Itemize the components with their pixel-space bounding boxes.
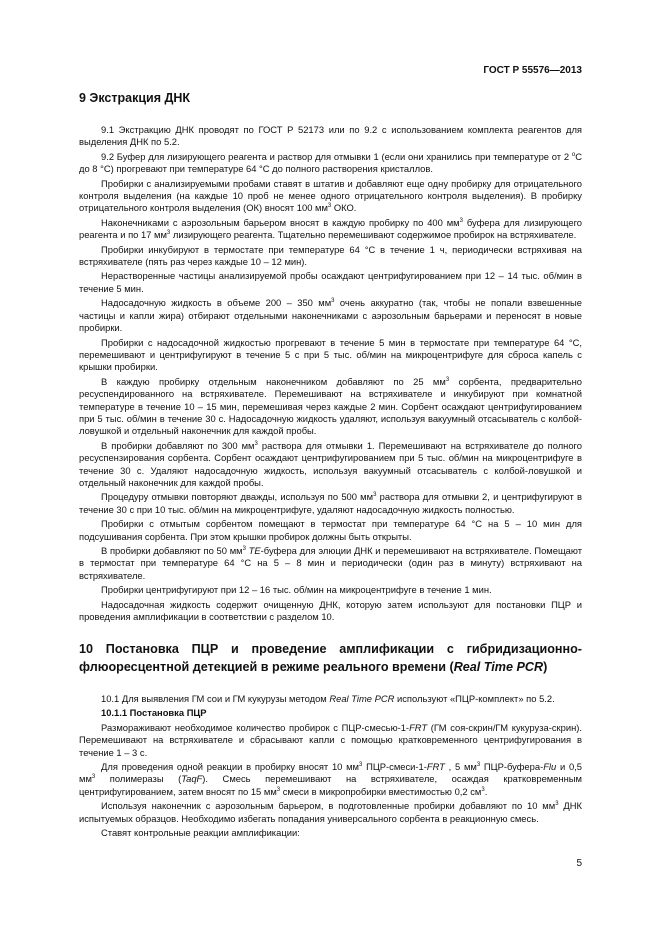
- paragraph: В пробирки добавляют по 50 $мм^3$ ТЕ-буфера для элюции ДНК и перемешивают на встряхивателе. Помещают в термостат при температуре 64 °С на 5 – 8 мин и периодически (один раз в минуту) встряхивают на встряхивателе.: [79, 545, 582, 581]
- paragraph: 9.2 Буфер для лизирующего реагента и раствор для отмывки 1 (если они хранились при температуре от 2 $^о$С до 8 °С) прогревают при температуре 64 °С до полного растворения кристаллов.: [79, 150, 582, 175]
- section-10-title: 10 Постановка ПЦР и проведение амплификации с гибридизационно-флюоресцентной детекцией в режиме реального времени (Real Time PCR): [79, 642, 582, 674]
- paragraph: Размораживают необходимое количество пробирок с ПЦР-смесью-1-FRT (ГМ соя-скрин/ГМ кукуруза-скрин). Перемешивают на встряхивателе и сбрасывают капли с помощью кратковременного центрифугирования в течение 1 – 3 с.: [79, 721, 582, 758]
- section-9: [79, 90, 582, 625]
- paragraph: В каждую пробирку отдельным наконечником добавляют по 25 $мм^3$ сорбента, предварительно ресуспендированного на встряхивателе. Перемешивают на встряхивателе и инкубируют при комнатной температуре в течение 10 – 15 мин, перемешивая через каждые 2 мин. Сорбент осаждают центрифугированием при 5 тыс. об/мин в течение 30 с. Надосадочную жидкость удаляют, используя вакуумный отсасыватель с колбой-ловушкой и отдельный наконечник для каждой пробы.: [79, 375, 582, 437]
- paragraph: 10.1 Для выявления ГМ сои и ГМ кукурузы методом Real Time PCR используют «ПЦР-комплект» по 5.2.: [101, 693, 555, 704]
- subsection-title: 10.1.1 Постановка ПЦР: [101, 707, 207, 719]
- paragraph: Ставят контрольные реакции амплификации:: [101, 827, 300, 839]
- paragraph: Пробирки с отмытым сорбентом помещают в термостат при температуре 64 °С на 5 – 10 мин для подсушивания сорбента. При этом крышки пробирок должны быть открыты.: [79, 518, 582, 542]
- page-number: 5: [576, 858, 582, 869]
- paragraph: Пробирки с надосадочной жидкостью прогревают в течение 5 мин в термостате при температуре 64 °С, перемешивают и центрифугируют в течение 5 с при 5 тыс. об/мин на микроцентрифуге для сброса капель с крышки пробирки.: [79, 336, 582, 373]
- paragraph: Пробирки инкубируют в термостате при температуре 64 °С в течение 1 ч, периодически встряхивая на встряхивателе (пять раз через каждые 10 – 12 мин).: [79, 243, 582, 268]
- paragraph: В пробирки добавляют по 300 $мм^3$ раствора для отмывки 1. Перемешивают на встряхивателе до полного ресуспензирования сорбента. Сорбент осаждают центрифугированием при 5 тыс. об/мин на микроцентрифуге в течение 30 с. Удаляют надосадочную жидкость, используя вакуумный отсасыватель с колбой-ловушкой и отдельный наконечник для каждой пробы.: [79, 439, 582, 488]
- paragraph: Процедуру отмывки повторяют дважды, используя по 500 $мм^3$ раствора для отмывки 2, и центрифугируют в течение 30 с при 10 тыс. об/мин на микроцентрифуге, удаляют надосадочную жидкость полностью.: [79, 491, 582, 515]
- paragraph: 9.1 Экстракцию ДНК проводят по ГОСТ Р 52173 или по 9.2 с использованием комплекта реагентов для выделения ДНК по 5.2.: [79, 124, 582, 148]
- paragraph: Для проведения одной реакции в пробирку вносят 10 $мм^3$ ПЦР-смеси-1-FRT , 5 $мм^3$ ПЦР-буфера-Flu и 0,5 $мм^3$ полимеразы (TaqF). Смесь перемешивают на встряхивателе, осаждая кратковременным центрифугированием, затем вносят по 15 $мм^3$ смеси в микропробирки вместимостью 0,2 $см^3$.: [79, 761, 582, 797]
- paragraph: Надосадочную жидкость в объеме 200 – 350 $мм^3$ очень аккуратно (так, чтобы не попали взвешенные частицы и капли жира) отбирают отдельными наконечниками с аэрозольным барьерами и переносят в новые пробирки.: [79, 297, 582, 334]
- document-code: ГОСТ Р 55576—2013: [483, 65, 582, 76]
- section-9-title: 9 Экстракция ДНК: [79, 91, 191, 105]
- paragraph: Наконечниками с аэрозольным барьером вносят в каждую пробирку по 400 $мм^3$ буфера для лизирующего реагента и по 17 $мм^3$ лизирующего реагента. Тщательно перемешивают содержимое пробирок на встряхивателе.: [79, 216, 582, 241]
- section-10: [79, 640, 582, 841]
- paragraph: Нерастворенные частицы анализируемой пробы осаждают центрифугированием при 12 – 14 тыс. об/мин в течение 5 мин.: [79, 270, 582, 294]
- paragraph: Пробирки с анализируемыми пробами ставят в штатив и добавляют еще одну пробирку для отрицательного контроля выделения (на каждые 10 проб не менее одного отрицательного контроля выделения). В пробирку отрицательного контроля выделения (ОК) вносят 100 $мм^3$ ОКО.: [79, 177, 582, 214]
- paragraph: Пробирки центрифугируют при 12 – 16 тыс. об/мин на микроцентрифуге в течение 1 мин.: [101, 584, 492, 596]
- paragraph: Используя наконечник с аэрозольным барьером, в подготовленные пробирки добавляют по 10 $мм^3$ ДНК испытуемых образцов. Необходимо избегать попадания универсального сорбента в реакционную смесь.: [79, 800, 582, 824]
- paragraph: Надосадочная жидкость содержит очищенную ДНК, которую затем используют для постановки ПЦР и проведения амплификации в соответствии с разделом 10.: [79, 598, 582, 623]
